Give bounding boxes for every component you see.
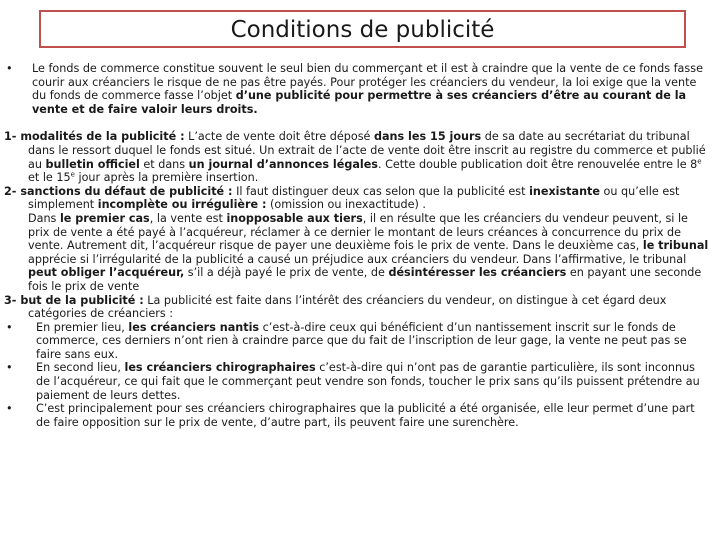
s2-bold: inexistante: [529, 184, 600, 198]
s2-bold: peut obliger l’acquéreur,: [28, 266, 185, 280]
s2-text: ou qu’elle est simplement: [28, 184, 680, 212]
s3-text: En premier lieu,: [36, 320, 129, 334]
s2-bold: incomplète ou irrégulière :: [97, 198, 267, 212]
s2-text: (omission ou inexactitude) .: [266, 198, 426, 212]
s2-bold: désintéresser les créanciers: [388, 266, 567, 280]
section-2-paragraph: [4, 212, 712, 294]
intro-bold: d’une publicité pour permettre à ses créanciers d’être au courant de la vente et de faire valoir leurs droits.: [32, 89, 687, 116]
s3-text: c’est-à-dire ceux qui bénéficient d’un nantissement inscrit sur le fonds de commerce, ces derniers n’ont rien à craindre parce que du fait de l’inscription de leur gage, la vente ne peut pas se faire sans eux.: [36, 320, 687, 361]
section-1: [4, 130, 712, 184]
s2-text: s’il a déjà payé le prix de vente, de: [184, 266, 389, 280]
s2-bold: le premier cas: [59, 211, 150, 225]
s2-text: en payant une seconde fois le prix de vente: [28, 266, 702, 293]
s2-text: Dans: [28, 211, 60, 225]
intro-text: Le fonds de commerce constitue souvent le seul bien du commerçant et il est à craindre que la vente de ce fonds fasse courir aux créanciers le risque de ne pas être payés. Pour protéger les créanciers du vendeur, la loi exige que la vente du fonds de commerce fasse l’objet: [32, 62, 703, 103]
section-1-heading: 1- modalités de la publicité :: [4, 130, 185, 144]
s3-text: c’est-à-dire qui n’ont pas de garantie particulière, ils sont inconnus de l’acquéreur, ce qui fait que le commerçant peut vendre son fonds, toucher le prix sans qu’ils puissent prétendre au paiement de leurs dettes.: [36, 361, 700, 402]
document-body: [4, 62, 712, 429]
section-2: [4, 185, 712, 212]
section-2-heading: 2- sanctions du défaut de publicité :: [4, 184, 233, 198]
s1-text: de sa date au secrétariat du tribunal dans le ressort duquel le fonds est situé. Un extrait de l’acte de vente doit être inscrit au registre du commerce et publié au: [28, 130, 706, 171]
list-item: [4, 321, 712, 362]
s1-bold: dans les 15 jours: [373, 130, 482, 144]
s1-sup: e: [70, 170, 75, 179]
s3-text: C’est principalement pour ses créanciers chirographaires que la publicité a été organisée, elle leur permet d’une part de faire opposition sur le prix de vente, d’autre part, ils peuvent faire une surenchère.: [36, 402, 695, 429]
bullet-icon: •: [6, 402, 13, 416]
bullet-icon: •: [6, 361, 13, 375]
s2-bold: le tribunal: [642, 239, 709, 253]
s1-text: jour après la première insertion.: [74, 171, 259, 185]
s1-sup: e: [697, 156, 702, 165]
s2-text: , il en résulte que les créanciers du vendeur peuvent, si le prix de vente a été payé à l’acquéreur, réclamer à ce dernier le montant de leurs créances à concurrence du prix de vente. Autrement dit, l’acquéreur risque de payer une deuxième fois le prix de vente. Dans le deuxième cas,: [28, 211, 688, 253]
section-3: [4, 294, 712, 321]
s3-bold: les créanciers chirographaires: [124, 361, 316, 375]
intro-paragraph: [4, 62, 712, 116]
s3-bold: les créanciers nantis: [128, 320, 260, 334]
s1-bold: un journal d’annonces légales: [188, 157, 378, 171]
section-3-heading: 3- but de la publicité :: [4, 293, 144, 307]
s1-bold: bulletin officiel: [45, 157, 140, 171]
s1-text: et le 15: [28, 171, 71, 185]
title-box: [39, 10, 686, 48]
s3-text: La publicité est faite dans l’intérêt des créanciers du vendeur, on distingue à cet égard deux catégories de créanciers :: [28, 293, 667, 321]
s1-text: . Cette double publication doit être renouvelée entre le 8: [377, 157, 698, 171]
s2-text: apprécie si l’irrégularité de la publicité a causé un préjudice aux créanciers du vendeur. Dans l’affirmative, le tribunal: [28, 252, 687, 266]
s1-text: L’acte de vente doit être déposé: [184, 130, 374, 144]
bullet-icon: •: [6, 320, 13, 334]
bullet-icon: •: [6, 62, 13, 75]
s1-text: et dans: [139, 157, 189, 171]
page-title: Conditions de publicité: [230, 17, 495, 43]
s2-bold: inopposable aux tiers: [226, 211, 363, 225]
s2-text: , la vente est: [149, 211, 227, 225]
list-item: [4, 402, 712, 429]
s2-text: Il faut distinguer deux cas selon que la publicité est: [232, 184, 530, 198]
s3-text: En second lieu,: [36, 361, 125, 375]
list-item: [4, 361, 712, 402]
